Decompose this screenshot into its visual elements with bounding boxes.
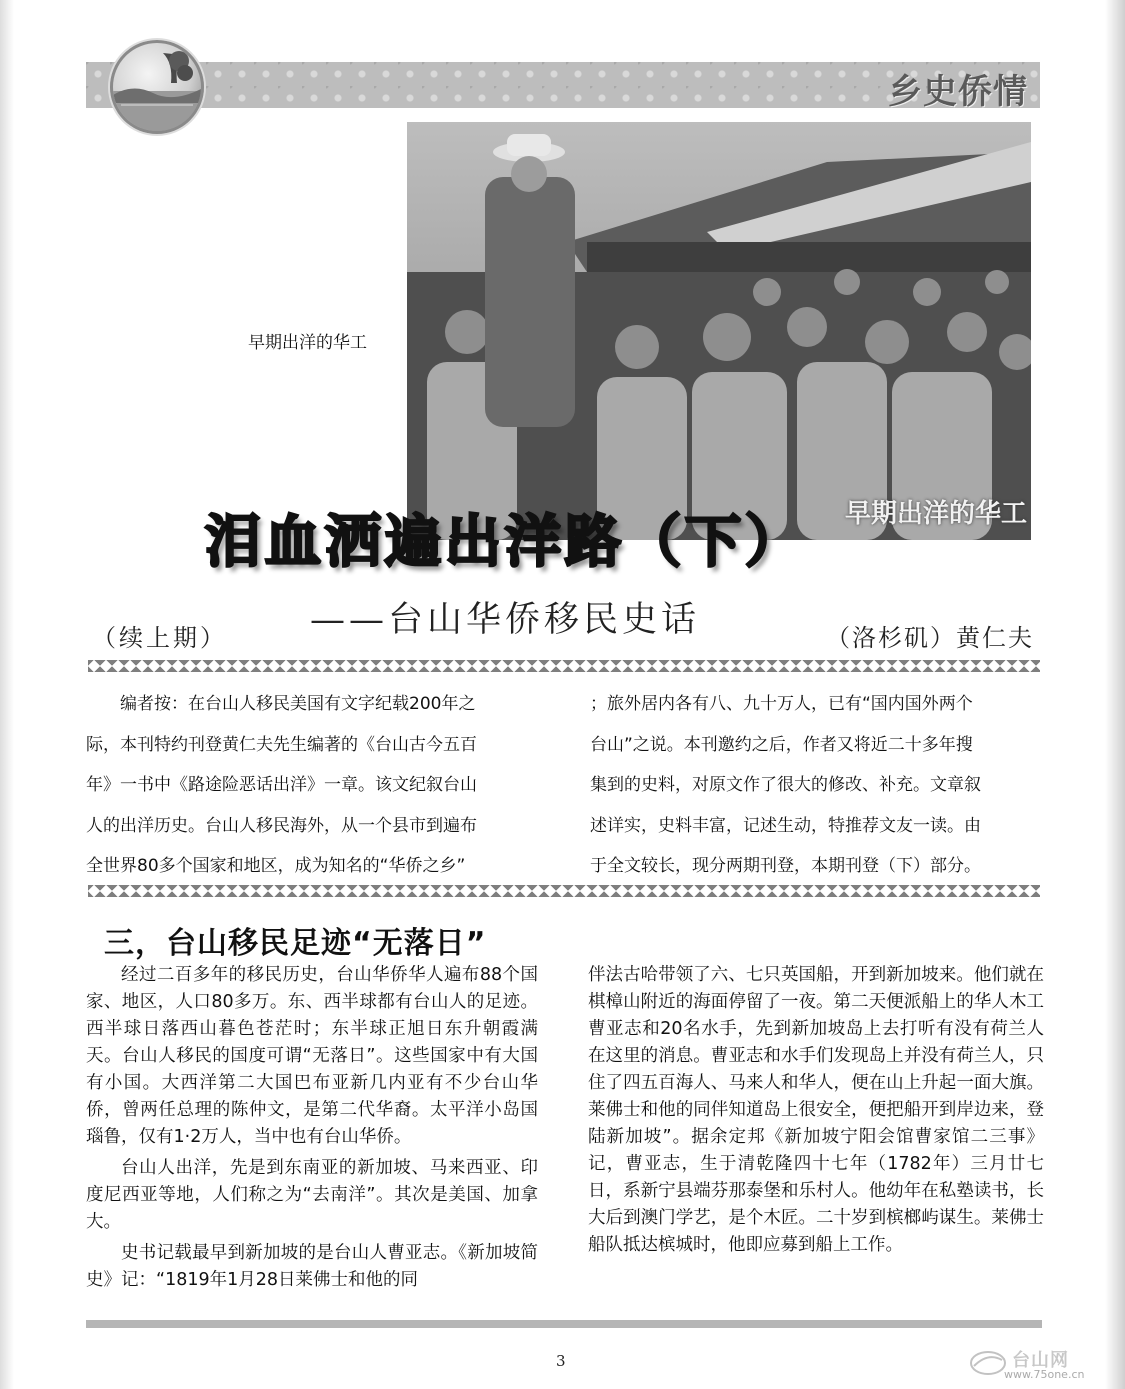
editor-note-line: ；旅外居内各有八、九十万人，已有“国内国外两个 [590, 694, 973, 714]
editor-note-line: 述详实，史料丰富，记述生动，特推荐文友一读。由 [590, 815, 981, 836]
page-edge-right [1105, 0, 1125, 1389]
divider [88, 660, 1040, 672]
section-heading: 三，台山移民足迹“无落日” [104, 926, 487, 961]
editor-note-line: 编者按：在台山人移民美国有文字纪载200年之 [120, 694, 476, 714]
editor-note-line: 年》一书中《路途险恶话出洋》一章。该文纪叙台山 [86, 775, 477, 795]
article-subtitle: ——台山华侨移民史话 [310, 600, 701, 640]
author-byline: （洛杉矶）黄仁夫 [826, 624, 1034, 652]
editor-note-left [86, 684, 540, 887]
editor-note-line: 人的出洋历史。台山人移民海外，从一个县市到遍布 [86, 815, 477, 836]
watermark-url: www.75one.cn [1004, 1368, 1085, 1381]
article-title: 泪血洒遍出洋路（下） [205, 510, 805, 575]
editor-note-right [590, 684, 1042, 887]
body-paragraph: 台山人出洋，先是到东南亚的新加坡、马来西亚、印度尼西亚等地，人们称之为“去南洋”。其次是美国、加拿大。 [86, 1158, 538, 1232]
editor-note-line: 台山”之说。本刊邀约之后，作者又将近二十多年搜 [590, 734, 973, 755]
body-paragraph: 经过二百多年的移民历史，台山华侨华人遍布88个国家、地区，人口80多万。东、西半球都有台山人的足迹。西半球日落西山暮色苍茫时；东半球正旭日东升朝霞满天。台山人移民的国度可谓“无落日”。这些国家中有大国有小国。大西洋第二大国巴布亚新几内亚有不少台山华侨，曾两任总理的陈仲文，是第二代华裔。太平洋小岛国瑙鲁，仅有1·2万人，当中也有台山华侨。 [86, 965, 538, 1147]
editor-note-line: 际，本刊特约刊登黄仁夫先生编著的《台山古今五百 [86, 734, 477, 755]
editor-note-line: 全世界80多个国家和地区，成为知名的“华侨之乡” [86, 856, 466, 876]
page-edge-left [0, 0, 14, 1389]
divider [88, 885, 1040, 897]
historical-photo [407, 122, 1031, 540]
header-banner [86, 62, 1040, 112]
continued-label: （续上期） [92, 624, 227, 652]
footer-rule [86, 1320, 1042, 1328]
section-name: 乡史侨情 [888, 72, 1028, 112]
photo-caption-inside: 早期出洋的华工 [844, 499, 1027, 529]
editor-note-line: 集到的史料，对原文作了很大的修改、补充。文章叙 [590, 775, 981, 795]
site-watermark [968, 1346, 1118, 1382]
watermark-name: 台山网 [1012, 1350, 1069, 1371]
photo-caption: 早期出洋的华工 [248, 333, 367, 353]
body-column-right [588, 962, 1044, 1259]
watermark-logo-icon [968, 1348, 1008, 1378]
page-number: 3 [556, 1352, 566, 1370]
body-paragraph: 史书记载最早到新加坡的是台山人曹亚志。《新加坡简史》记：“1819年1月28日莱佛士和他的同 [86, 1243, 538, 1290]
landscape-medallion-icon [110, 40, 204, 134]
editor-note-line: 于全文较长，现分两期刊登，本期刊登（下）部分。 [590, 856, 981, 876]
body-column-left [86, 962, 538, 1298]
body-paragraph: 伴法古哈带领了六、七只英国船，开到新加坡来。他们就在棋樟山附近的海面停留了一夜。第二天便派船上的华人木工曹亚志和20名水手，先到新加坡岛上去打听有没有荷兰人在这里的消息。曹亚志和水手们发现岛上并没有荷兰人，只住了四五百海人、马来人和华人，便在山上升起一面大旗。莱佛士和他的同伴知道岛上很安全，便把船开到岸边来，登陆新加坡”。据余定邦《新加坡宁阳会馆曹家馆二三事》记，曹亚志，生于清乾隆四十七年（1782年）三月廿七日，系新宁县端芬那泰堡和乐村人。他幼年在私塾读书，长大后到澳门学艺，是个木匠。二十岁到槟榔屿谋生。莱佛士船队抵达槟城时，他即应募到船上工作。 [588, 965, 1044, 1255]
